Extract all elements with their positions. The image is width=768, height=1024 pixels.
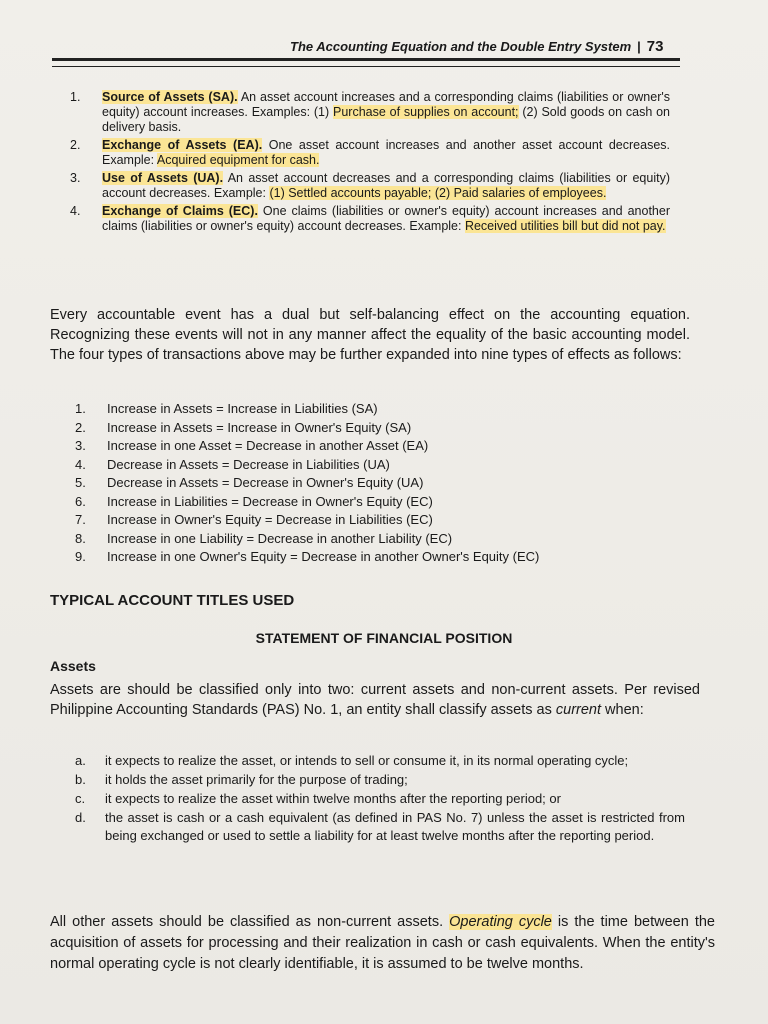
definition: An asset account increases and a corresponding claims (liabilities or owner's equity) account increases. Examples: (1) [102,90,670,119]
term: Use of Assets (UA). [102,171,224,185]
list-item [70,138,670,168]
item-text [102,138,670,168]
term: Exchange of Assets (EA). [102,138,263,152]
item-text: Increase in one Asset = Decrease in another Asset (EA) [107,438,429,453]
example-highlight: (1) Settled accounts payable; (2) Paid salaries of employees. [269,186,607,200]
paragraph-noncurrent [50,912,715,975]
item-number: 1. [70,90,81,104]
item-text: Increase in Liabilities = Decrease in Owner's Equity (EC) [107,493,433,509]
highlighted-term: Operating cycle [449,914,552,930]
list-item [75,809,685,845]
item-letter: b. [75,772,86,787]
item-number: 1. [75,401,86,416]
running-header [290,38,663,55]
section-heading: TYPICAL ACCOUNT TITLES USED [50,592,295,609]
list-item [75,530,675,549]
example-highlight: Purchase of supplies on account; [333,105,519,119]
item-number: 4. [70,204,81,218]
item-number: 2. [75,419,86,435]
list-item [75,400,675,419]
example-highlight: Acquired equipment for cash. [156,153,320,167]
item-number: 2. [70,138,81,152]
transaction-types-list [70,90,670,237]
current-conditions-list [75,752,685,846]
paragraph-text: All other assets should be classified as non-current assets. [50,914,450,930]
item-text: Increase in Owner's Equity = Decrease in Liabilities (EC) [107,512,433,527]
item-letter: d. [75,810,86,825]
item-number: 6. [75,493,86,509]
paragraph-assets [50,680,700,720]
list-item [75,790,685,808]
item-text: it expects to realize the asset, or intends to sell or consume it, in its normal operating cycle; [105,753,629,768]
item-letter: c. [75,791,86,806]
item-text [102,171,670,201]
term: Source of Assets (SA). [102,90,238,104]
item-number: 3. [70,171,81,185]
item-number: 8. [75,530,86,546]
item-number: 9. [75,549,86,564]
item-text: Increase in one Liability = Decrease in another Liability (EC) [107,530,453,546]
list-item [75,456,675,475]
list-item [75,511,675,530]
header-separator: | [637,39,641,54]
list-item [75,474,675,493]
paragraph-text: when: [601,702,644,718]
item-number: 5. [75,475,86,490]
paragraph-text: Assets are should be classified only into two: current assets and non-current assets. Per revised Philippine Accounting Standards (PAS) No. 1, an entity shall classify assets as [50,682,700,718]
list-item [70,204,670,234]
example-rest: (2) Sold goods on cash on delivery basis. [102,105,670,134]
list-item [70,90,670,135]
definition: One asset account increases and another asset account decreases. Example: [102,138,670,167]
example-highlight: Received utilities bill but did not pay. [464,219,666,233]
list-item [75,771,685,789]
list-item [75,437,675,456]
list-item [75,419,675,438]
definition: An asset account decreases and a corresponding claims (liabilities or equity) account decreases. Example: [102,171,670,200]
list-item [75,548,675,567]
assets-heading: Assets [50,658,96,674]
item-text: Decrease in Assets = Decrease in Owner's Equity (UA) [107,475,424,490]
item-text: the asset is cash or a cash equivalent (as defined in PAS No. 7) unless the asset is restricted from being exchanged or used to settle a liability for at least twelve months after the reporting period. [105,810,685,843]
item-letter: a. [75,753,86,768]
term: Exchange of Claims (EC). [102,204,258,218]
list-item [70,171,670,201]
item-number: 3. [75,438,86,453]
page-number: 73 [646,38,664,55]
item-text: Increase in Assets = Increase in Liabilities (SA) [107,401,378,416]
item-text [102,204,670,234]
chapter-title: The Accounting Equation and the Double Entry System [290,39,632,54]
paragraph-dual-effect: Every accountable event has a dual but self-balancing effect on the accounting equation. Recognizing these events will not in any manner affect the equality of the basic accounting model. The four types of transactions above may be further expanded into nine types of effects as follows: [50,307,690,363]
item-text: Decrease in Assets = Decrease in Liabilities (UA) [107,456,390,472]
effects-list [75,400,675,567]
header-rule [52,58,680,67]
item-number: 4. [75,456,86,472]
paragraph-text: is the time between the acquisition of assets for processing and their realization in cash or cash equivalents. When the entity's normal operating cycle is not clearly identifiable, it is assumed to be twelve months. [50,914,715,972]
item-text: Increase in one Owner's Equity = Decrease in another Owner's Equity (EC) [107,549,540,564]
subsection-heading: STATEMENT OF FINANCIAL POSITION [255,630,513,646]
item-number: 7. [75,512,86,527]
item-text: Increase in Assets = Increase in Owner's Equity (SA) [107,419,412,435]
definition: One claims (liabilities or owner's equity) account increases and another claims (liabilities or owner's equity) account decreases. Example: [102,204,670,233]
item-text: it expects to realize the asset within twelve months after the reporting period; or [105,791,561,806]
list-item [75,493,675,512]
list-item [75,752,685,770]
item-text: it holds the asset primarily for the purpose of trading; [105,772,408,787]
italic-term: current [555,702,602,718]
item-text [102,90,670,135]
